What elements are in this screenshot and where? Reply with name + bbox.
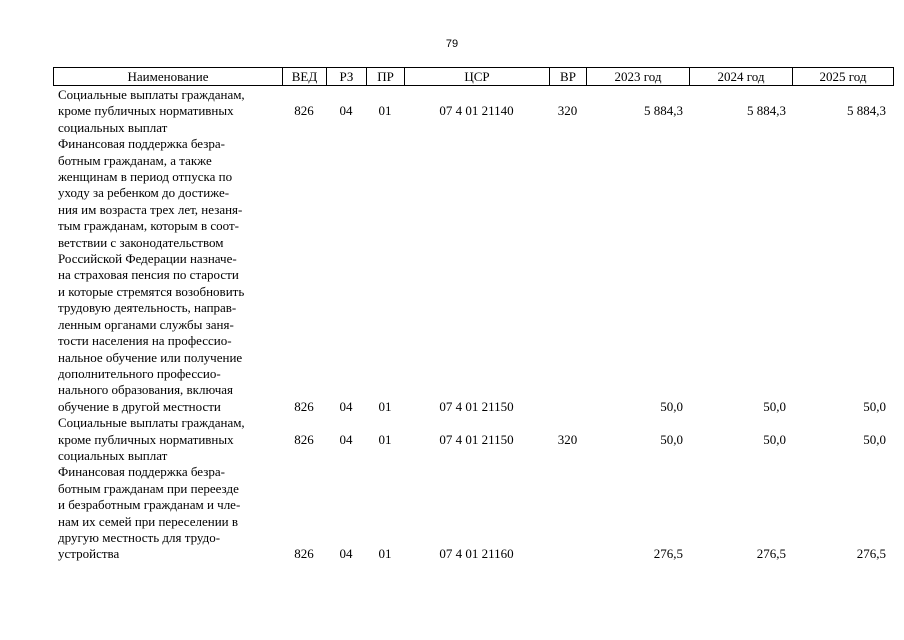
row-csr: 07 4 01 21160	[439, 546, 514, 562]
table-row	[53, 87, 893, 136]
row-name: Финансовая поддержка безра- ботным гражданам при переезде и безработным гражданам и чле- нам их семей при переселении в другую местность для трудо- устройства	[58, 464, 241, 562]
header-pr: ПР	[367, 68, 405, 85]
header-csr: ЦСР	[405, 68, 550, 85]
row-2024: 50,0	[763, 398, 786, 414]
header-2024: 2024 год	[690, 68, 793, 85]
row-2023: 5 884,3	[644, 103, 683, 119]
row-2023: 50,0	[660, 431, 683, 447]
row-ved: 826	[294, 398, 314, 414]
row-rz: 04	[339, 546, 353, 562]
header-2023: 2023 год	[587, 68, 690, 85]
row-ved: 826	[294, 546, 314, 562]
row-rz: 04	[339, 431, 353, 447]
row-ved: 826	[294, 103, 314, 119]
row-2023: 276,5	[653, 546, 683, 562]
row-2024: 276,5	[756, 546, 786, 562]
row-2023: 50,0	[660, 398, 683, 414]
table-row	[53, 415, 893, 464]
row-pr: 01	[378, 103, 392, 119]
header-vr: ВР	[550, 68, 587, 85]
row-pr: 01	[378, 546, 392, 562]
row-ved: 826	[294, 431, 314, 447]
header-name: Наименование	[54, 68, 283, 85]
row-2025: 50,0	[863, 398, 886, 414]
row-name: Социальные выплаты гражданам, кроме публичных нормативных социальных выплат	[58, 415, 245, 463]
row-2025: 50,0	[863, 431, 886, 447]
row-csr: 07 4 01 21140	[439, 103, 514, 119]
table-row	[53, 136, 893, 415]
table-header	[53, 67, 894, 86]
row-2025: 5 884,3	[847, 103, 886, 119]
row-vr: 320	[557, 103, 578, 119]
table-body	[53, 87, 893, 563]
header-rz: РЗ	[327, 68, 367, 85]
row-2024: 5 884,3	[747, 103, 786, 119]
row-rz: 04	[339, 398, 353, 414]
row-name: Финансовая поддержка безра- ботным гражданам, а также женщинам в период отпуска по уходу за ребенком до достиже- ния им возраста трех лет, незаня- тым гражданам, которым в соот- ветствии с законодательством Российской Федерации назначе- на страховая пенсия по старости и которые стремятся возобновить трудовую деятельность, направ- ленным органами службы заня- тости населения на профессио- нальное обучение или получение дополнительного профессио- нального образования, включая обучение в другой местности	[58, 136, 245, 414]
row-pr: 01	[378, 398, 392, 414]
header-2025: 2025 год	[819, 69, 867, 84]
row-2025: 276,5	[856, 546, 886, 562]
row-2024: 50,0	[763, 431, 786, 447]
row-pr: 01	[378, 431, 392, 447]
table-row	[53, 464, 893, 562]
row-csr: 07 4 01 21150	[439, 431, 514, 447]
page-number: 79	[445, 38, 459, 50]
row-vr: 320	[557, 431, 578, 447]
row-rz: 04	[339, 103, 353, 119]
row-csr: 07 4 01 21150	[439, 398, 514, 414]
row-name: Социальные выплаты гражданам, кроме публичных нормативных социальных выплат	[58, 87, 245, 135]
header-ved: ВЕД	[283, 68, 327, 85]
